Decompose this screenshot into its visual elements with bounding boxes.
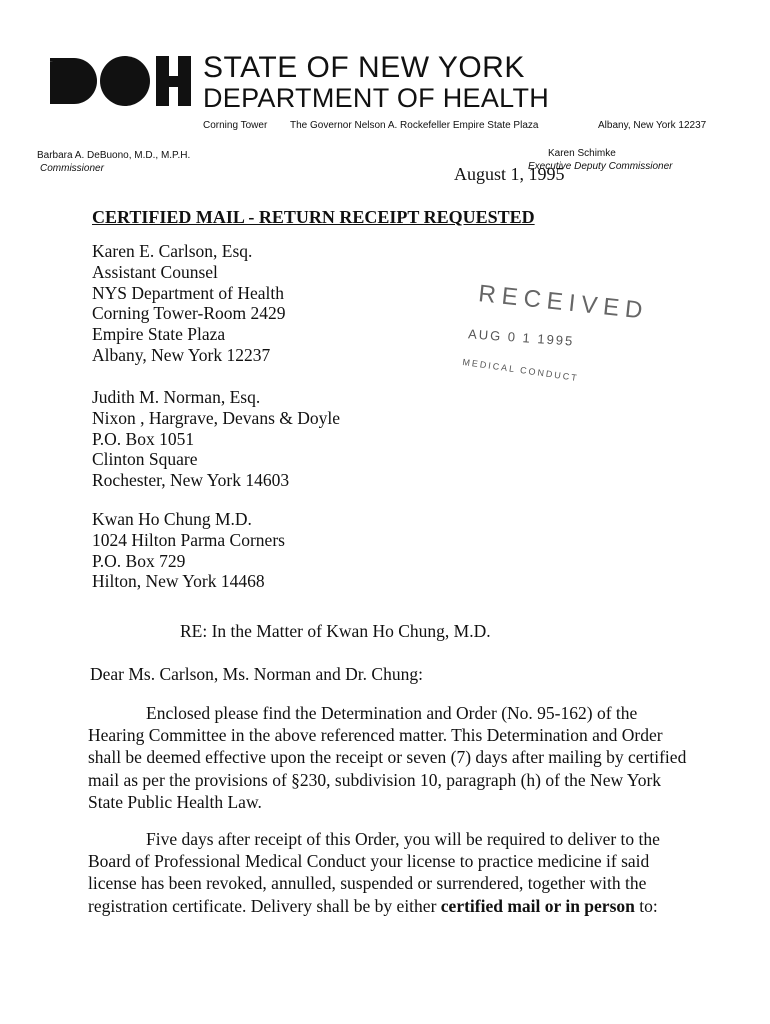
mail-heading: CERTIFIED MAIL - RETURN RECEIPT REQUESTED xyxy=(92,207,535,227)
address-line: Nixon , Hargrave, Devans & Doyle xyxy=(92,407,341,428)
paragraph-2 xyxy=(88,828,688,917)
address-line: Judith M. Norman, Esq. xyxy=(92,387,261,407)
address-line: P.O. Box 729 xyxy=(92,550,186,571)
salutation: Dear Ms. Carlson, Ms. Norman and Dr. Chung: xyxy=(90,664,423,684)
agency-department: DEPARTMENT OF HEALTH xyxy=(203,83,550,113)
recipient-block-1 xyxy=(92,241,286,366)
address-city: Albany, New York 12237 xyxy=(598,120,707,131)
paragraph-1 xyxy=(88,702,688,813)
received-stamp xyxy=(448,280,718,393)
letter-date: August 1, 1995 xyxy=(454,164,565,184)
address-line: P.O. Box 1051 xyxy=(92,428,195,449)
doh-logo xyxy=(50,54,195,108)
address-line: 1024 Hilton Parma Corners xyxy=(92,529,285,550)
address-line: Assistant Counsel xyxy=(92,261,218,282)
paragraph-2-text: Five days after receipt of this Order, you will be required to deliver to the Board of Professional Medical Conduct your license to practice medicine if said license has been revoked, annulled, suspended or surrendered, together with the registration certificate. Delivery shall be by either xyxy=(88,829,660,916)
deputy-title: Executive Deputy Commissioner xyxy=(528,161,673,172)
paragraph-2-bold: certified mail or in person xyxy=(440,895,635,916)
address-line: Corning Tower-Room 2429 xyxy=(92,303,286,324)
address-line: Rochester, New York 14603 xyxy=(92,470,290,491)
address-line: Empire State Plaza xyxy=(92,324,226,345)
address-line: Albany, New York 12237 xyxy=(92,344,271,365)
paragraph-1-text: Enclosed please find the Determination and Order (No. 95-162) of the Hearing Committee in the above referenced matter. This Determination and Order shall be deemed effective upon the receipt or seven (7) days after mailing by certified mail as per the provisions of §230, subdivision 10, paragraph (h) of the New York State Public Health Law. xyxy=(88,703,687,812)
re-line: RE: In the Matter of Kwan Ho Chung, M.D. xyxy=(180,621,491,641)
address-line: Kwan Ho Chung M.D. xyxy=(92,509,252,529)
stamp-date: AUG 0 1 1995 xyxy=(467,326,575,349)
recipient-block-2 xyxy=(92,387,340,491)
address-line: Clinton Square xyxy=(92,449,198,470)
agency-state: STATE OF NEW YORK xyxy=(203,51,525,84)
commissioner-name: Barbara A. DeBuono, M.D., M.P.H. xyxy=(37,150,191,161)
address-line: Karen E. Carlson, Esq. xyxy=(92,241,253,261)
address-building: Corning Tower xyxy=(203,120,268,131)
stamp-received: RECEIVED xyxy=(477,280,650,325)
stamp-department: MEDICAL CONDUCT xyxy=(461,356,580,384)
logo-text: DOH xyxy=(50,62,53,63)
address-plaza: The Governor Nelson A. Rockefeller Empire State Plaza xyxy=(290,120,539,131)
deputy-name: Karen Schimke xyxy=(548,148,616,159)
paragraph-2-end: to: xyxy=(634,895,658,916)
recipient-block-3 xyxy=(92,509,285,592)
address-line: NYS Department of Health xyxy=(92,282,284,303)
address-line: Hilton, New York 14468 xyxy=(92,571,265,592)
commissioner-title: Commissioner xyxy=(40,163,104,174)
